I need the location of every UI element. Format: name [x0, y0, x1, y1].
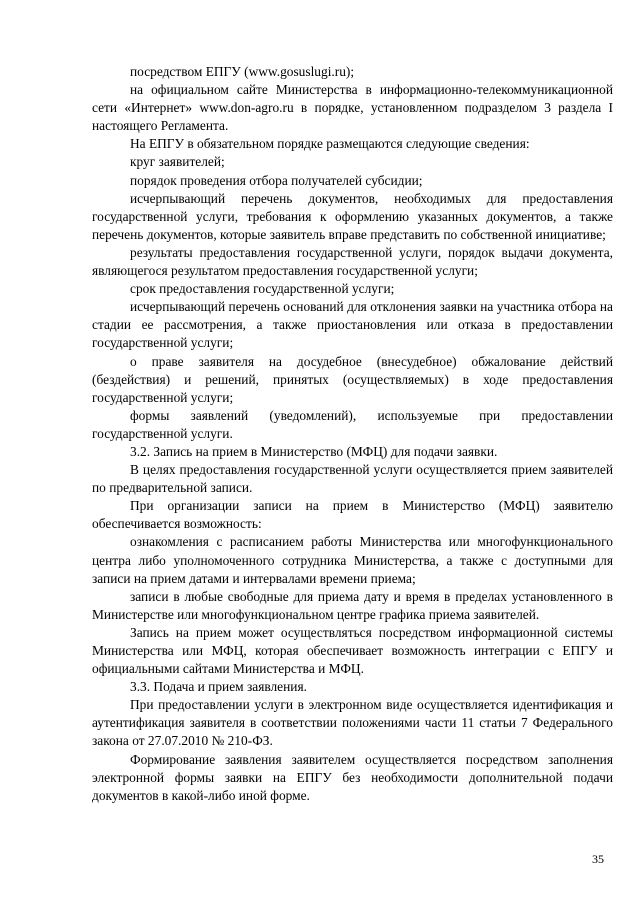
- paragraph: На ЕПГУ в обязательном порядке размещаются следующие сведения:: [130, 136, 530, 152]
- paragraph: посредством ЕПГУ (www.gosuslugi.ru);: [130, 64, 355, 79]
- paragraph: При предоставлении услуги в электронном виде осуществляется идентификация и аутентификация заявителя в соответствии положениями части 11 статьи 7 Федерального закона от 27.07.2010 № 210-ФЗ.: [92, 697, 613, 749]
- paragraph: записи в любые свободные для приема дату и время в пределах установленного в Министерстве или многофункциональном центре графика приема заявителей.: [92, 588, 613, 622]
- paragraph: круг заявителей;: [130, 154, 225, 170]
- paragraph: исчерпывающий перечень документов, необходимых для предоставления государственной услуги, требования к оформлению указанных документов, а также перечень документов, которые заявитель вправе представить по собственной инициативе;: [92, 190, 613, 242]
- section-heading: 3.2. Запись на прием в Министерство (МФЦ) для подачи заявки.: [130, 443, 498, 459]
- paragraph: о праве заявителя на досудебное (внесудебное) обжалование действий (бездействия) и решений, принятых (осуществляемых) в ходе предоставления государственной услуги;: [92, 353, 613, 405]
- paragraph: порядок проведения отбора получателей субсидии;: [130, 172, 423, 188]
- page-number: 35: [592, 852, 604, 866]
- paragraph: срок предоставления государственной услуги;: [130, 281, 395, 297]
- paragraph: формы заявлений (уведомлений), используемые при предоставлении государственной услуги.: [92, 407, 613, 441]
- paragraph: Формирование заявления заявителем осуществляется посредством заполнения электронной формы заявки на ЕПГУ без необходимости дополнительной подачи документов в какой-либо иной форме.: [92, 751, 613, 803]
- paragraph: В целях предоставления государственной услуги осуществляется прием заявителей по предварительной записи.: [92, 462, 613, 496]
- section-heading: 3.3. Подача и прием заявления.: [130, 679, 307, 695]
- paragraph: При организации записи на прием в Министерство (МФЦ) заявителю обеспечивается возможность:: [92, 498, 613, 532]
- paragraph: Запись на прием может осуществляться посредством информационной системы Министерства или МФЦ, которая обеспечивает возможность интеграции с ЕПГУ и официальными сайтами Министерства и МФЦ.: [92, 624, 613, 677]
- paragraph: исчерпывающий перечень оснований для отклонения заявки на участника отбора на стадии ее рассмотрения, а также приостановления или отказа в предоставлении государственной услуги;: [92, 299, 613, 351]
- paragraph: на официальном сайте Министерства в информационно-телекоммуникационной сети «Интернет» www.don-agro.ru в порядке, установленном подразделом 3 раздела I настоящего Регламента.: [92, 82, 613, 134]
- paragraph: результаты предоставления государственной услуги, порядок выдачи документа, являющегося результатом предоставления государственной услуги;: [92, 244, 613, 279]
- paragraph: ознакомления с расписанием работы Министерства или многофункционального центра либо уполномоченного сотрудника Министерства, а также с доступными для записи на прием датами и интервалами времени приема;: [92, 534, 613, 586]
- body-text: [92, 63, 613, 805]
